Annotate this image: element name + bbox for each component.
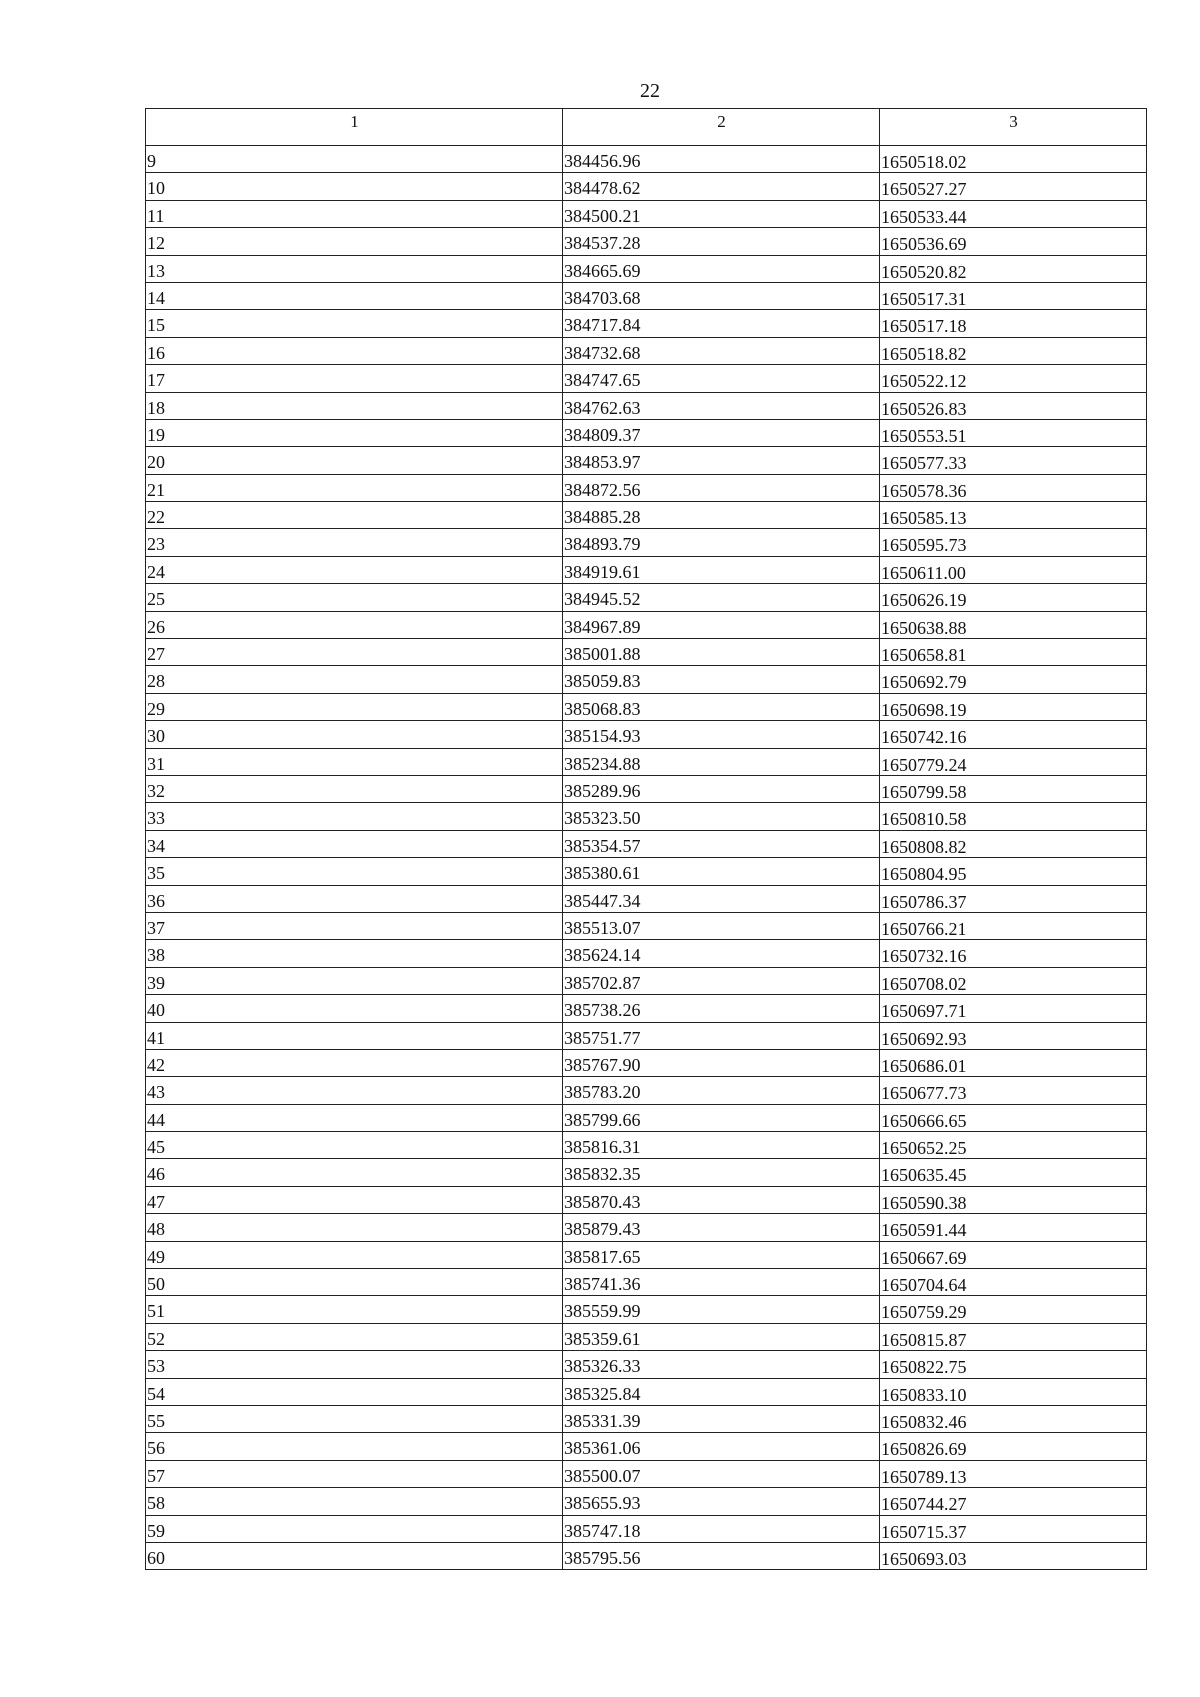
- table-row: [146, 200, 1147, 227]
- y-coordinate-cell: 1650517.31: [880, 282, 1147, 309]
- x-coordinate-cell: 385068.83: [563, 693, 880, 720]
- table-row: [146, 666, 1147, 693]
- y-coordinate-cell: 1650658.81: [880, 639, 1147, 666]
- point-number-cell: 57: [146, 1460, 563, 1487]
- x-coordinate-cell: 384456.96: [563, 146, 880, 173]
- y-coordinate-cell: 1650815.87: [880, 1323, 1147, 1350]
- point-number-cell: 10: [146, 173, 563, 200]
- x-coordinate-cell: 385154.93: [563, 721, 880, 748]
- point-number-cell: 12: [146, 228, 563, 255]
- x-coordinate-cell: 385326.33: [563, 1351, 880, 1378]
- point-number-cell: 42: [146, 1049, 563, 1076]
- point-number-cell: 45: [146, 1132, 563, 1159]
- y-coordinate-cell: 1650742.16: [880, 721, 1147, 748]
- coordinates-table: [145, 108, 1147, 1570]
- y-coordinate-cell: 1650520.82: [880, 255, 1147, 282]
- table-row: [146, 337, 1147, 364]
- x-coordinate-cell: 384665.69: [563, 255, 880, 282]
- column-header: 3: [880, 109, 1147, 146]
- point-number-cell: 38: [146, 940, 563, 967]
- x-coordinate-cell: 385361.06: [563, 1433, 880, 1460]
- column-header: 2: [563, 109, 880, 146]
- y-coordinate-cell: 1650789.13: [880, 1460, 1147, 1487]
- point-number-cell: 33: [146, 803, 563, 830]
- table-row: [146, 1022, 1147, 1049]
- table-row: [146, 1351, 1147, 1378]
- table-row: [146, 365, 1147, 392]
- y-coordinate-cell: 1650804.95: [880, 858, 1147, 885]
- point-number-cell: 23: [146, 529, 563, 556]
- point-number-cell: 14: [146, 282, 563, 309]
- table-row: [146, 830, 1147, 857]
- point-number-cell: 11: [146, 200, 563, 227]
- x-coordinate-cell: 385655.93: [563, 1488, 880, 1515]
- table-row: [146, 775, 1147, 802]
- y-coordinate-cell: 1650697.71: [880, 995, 1147, 1022]
- table-row: [146, 611, 1147, 638]
- y-coordinate-cell: 1650667.69: [880, 1241, 1147, 1268]
- table-row: [146, 255, 1147, 282]
- y-coordinate-cell: 1650577.33: [880, 447, 1147, 474]
- table-row: [146, 584, 1147, 611]
- point-number-cell: 55: [146, 1405, 563, 1432]
- point-number-cell: 60: [146, 1542, 563, 1569]
- x-coordinate-cell: 385559.99: [563, 1296, 880, 1323]
- y-coordinate-cell: 1650810.58: [880, 803, 1147, 830]
- y-coordinate-cell: 1650686.01: [880, 1049, 1147, 1076]
- x-coordinate-cell: 384703.68: [563, 282, 880, 309]
- table-row: [146, 748, 1147, 775]
- point-number-cell: 43: [146, 1077, 563, 1104]
- point-number-cell: 58: [146, 1488, 563, 1515]
- x-coordinate-cell: 385331.39: [563, 1405, 880, 1432]
- point-number-cell: 15: [146, 310, 563, 337]
- x-coordinate-cell: 384872.56: [563, 474, 880, 501]
- table-row: [146, 1159, 1147, 1186]
- y-coordinate-cell: 1650527.27: [880, 173, 1147, 200]
- table-row: [146, 1460, 1147, 1487]
- point-number-cell: 51: [146, 1296, 563, 1323]
- table-row: [146, 1433, 1147, 1460]
- point-number-cell: 30: [146, 721, 563, 748]
- y-coordinate-cell: 1650692.79: [880, 666, 1147, 693]
- y-coordinate-cell: 1650585.13: [880, 502, 1147, 529]
- point-number-cell: 37: [146, 912, 563, 939]
- x-coordinate-cell: 385323.50: [563, 803, 880, 830]
- table-row: [146, 1405, 1147, 1432]
- y-coordinate-cell: 1650693.03: [880, 1542, 1147, 1569]
- point-number-cell: 54: [146, 1378, 563, 1405]
- point-number-cell: 19: [146, 419, 563, 446]
- table-row: [146, 967, 1147, 994]
- x-coordinate-cell: 385380.61: [563, 858, 880, 885]
- x-coordinate-cell: 385747.18: [563, 1515, 880, 1542]
- y-coordinate-cell: 1650553.51: [880, 419, 1147, 446]
- y-coordinate-cell: 1650677.73: [880, 1077, 1147, 1104]
- column-header: 1: [146, 109, 563, 146]
- y-coordinate-cell: 1650533.44: [880, 200, 1147, 227]
- table-row: [146, 1488, 1147, 1515]
- point-number-cell: 47: [146, 1186, 563, 1213]
- table-row: [146, 1269, 1147, 1296]
- y-coordinate-cell: 1650590.38: [880, 1186, 1147, 1213]
- x-coordinate-cell: 384747.65: [563, 365, 880, 392]
- x-coordinate-cell: 385795.56: [563, 1542, 880, 1569]
- y-coordinate-cell: 1650522.12: [880, 365, 1147, 392]
- x-coordinate-cell: 385870.43: [563, 1186, 880, 1213]
- table-body: [146, 146, 1147, 1570]
- y-coordinate-cell: 1650759.29: [880, 1296, 1147, 1323]
- table-row: [146, 1515, 1147, 1542]
- x-coordinate-cell: 384478.62: [563, 173, 880, 200]
- y-coordinate-cell: 1650692.93: [880, 1022, 1147, 1049]
- table-row: [146, 721, 1147, 748]
- y-coordinate-cell: 1650595.73: [880, 529, 1147, 556]
- point-number-cell: 21: [146, 474, 563, 501]
- y-coordinate-cell: 1650638.88: [880, 611, 1147, 638]
- point-number-cell: 35: [146, 858, 563, 885]
- x-coordinate-cell: 384967.89: [563, 611, 880, 638]
- point-number-cell: 18: [146, 392, 563, 419]
- x-coordinate-cell: 384893.79: [563, 529, 880, 556]
- table-row: [146, 1077, 1147, 1104]
- point-number-cell: 56: [146, 1433, 563, 1460]
- x-coordinate-cell: 385289.96: [563, 775, 880, 802]
- x-coordinate-cell: 385702.87: [563, 967, 880, 994]
- y-coordinate-cell: 1650826.69: [880, 1433, 1147, 1460]
- point-number-cell: 13: [146, 255, 563, 282]
- y-coordinate-cell: 1650666.65: [880, 1104, 1147, 1131]
- x-coordinate-cell: 384853.97: [563, 447, 880, 474]
- table-row: [146, 1241, 1147, 1268]
- table-row: [146, 529, 1147, 556]
- point-number-cell: 26: [146, 611, 563, 638]
- point-number-cell: 34: [146, 830, 563, 857]
- x-coordinate-cell: 385879.43: [563, 1214, 880, 1241]
- table-row: [146, 146, 1147, 173]
- y-coordinate-cell: 1650779.24: [880, 748, 1147, 775]
- point-number-cell: 36: [146, 885, 563, 912]
- table-row: [146, 1049, 1147, 1076]
- x-coordinate-cell: 384919.61: [563, 556, 880, 583]
- table-row: [146, 858, 1147, 885]
- y-coordinate-cell: 1650578.36: [880, 474, 1147, 501]
- y-coordinate-cell: 1650518.02: [880, 146, 1147, 173]
- point-number-cell: 24: [146, 556, 563, 583]
- x-coordinate-cell: 385767.90: [563, 1049, 880, 1076]
- x-coordinate-cell: 385500.07: [563, 1460, 880, 1487]
- table-row: [146, 474, 1147, 501]
- x-coordinate-cell: 384537.28: [563, 228, 880, 255]
- table-row: [146, 447, 1147, 474]
- table-row: [146, 912, 1147, 939]
- y-coordinate-cell: 1650833.10: [880, 1378, 1147, 1405]
- table-row: [146, 639, 1147, 666]
- y-coordinate-cell: 1650652.25: [880, 1132, 1147, 1159]
- x-coordinate-cell: 384809.37: [563, 419, 880, 446]
- point-number-cell: 46: [146, 1159, 563, 1186]
- x-coordinate-cell: 385832.35: [563, 1159, 880, 1186]
- point-number-cell: 27: [146, 639, 563, 666]
- x-coordinate-cell: 385751.77: [563, 1022, 880, 1049]
- point-number-cell: 9: [146, 146, 563, 173]
- y-coordinate-cell: 1650591.44: [880, 1214, 1147, 1241]
- y-coordinate-cell: 1650786.37: [880, 885, 1147, 912]
- x-coordinate-cell: 384732.68: [563, 337, 880, 364]
- point-number-cell: 32: [146, 775, 563, 802]
- y-coordinate-cell: 1650708.02: [880, 967, 1147, 994]
- table-row: [146, 502, 1147, 529]
- x-coordinate-cell: 385513.07: [563, 912, 880, 939]
- table-row: [146, 282, 1147, 309]
- x-coordinate-cell: 385624.14: [563, 940, 880, 967]
- x-coordinate-cell: 385741.36: [563, 1269, 880, 1296]
- point-number-cell: 25: [146, 584, 563, 611]
- table-row: [146, 173, 1147, 200]
- point-number-cell: 44: [146, 1104, 563, 1131]
- y-coordinate-cell: 1650704.64: [880, 1269, 1147, 1296]
- point-number-cell: 31: [146, 748, 563, 775]
- point-number-cell: 28: [146, 666, 563, 693]
- y-coordinate-cell: 1650635.45: [880, 1159, 1147, 1186]
- x-coordinate-cell: 384500.21: [563, 200, 880, 227]
- y-coordinate-cell: 1650744.27: [880, 1488, 1147, 1515]
- x-coordinate-cell: 385354.57: [563, 830, 880, 857]
- x-coordinate-cell: 385816.31: [563, 1132, 880, 1159]
- table-row: [146, 1186, 1147, 1213]
- table-row: [146, 995, 1147, 1022]
- point-number-cell: 59: [146, 1515, 563, 1542]
- x-coordinate-cell: 384945.52: [563, 584, 880, 611]
- y-coordinate-cell: 1650536.69: [880, 228, 1147, 255]
- page-number: 22: [640, 80, 660, 102]
- y-coordinate-cell: 1650766.21: [880, 912, 1147, 939]
- table-row: [146, 1296, 1147, 1323]
- table-row: [146, 1132, 1147, 1159]
- y-coordinate-cell: 1650698.19: [880, 693, 1147, 720]
- y-coordinate-cell: 1650715.37: [880, 1515, 1147, 1542]
- point-number-cell: 48: [146, 1214, 563, 1241]
- point-number-cell: 39: [146, 967, 563, 994]
- x-coordinate-cell: 384885.28: [563, 502, 880, 529]
- point-number-cell: 49: [146, 1241, 563, 1268]
- y-coordinate-cell: 1650799.58: [880, 775, 1147, 802]
- y-coordinate-cell: 1650611.00: [880, 556, 1147, 583]
- y-coordinate-cell: 1650808.82: [880, 830, 1147, 857]
- x-coordinate-cell: 385001.88: [563, 639, 880, 666]
- y-coordinate-cell: 1650822.75: [880, 1351, 1147, 1378]
- table-row: [146, 1214, 1147, 1241]
- point-number-cell: 41: [146, 1022, 563, 1049]
- x-coordinate-cell: 385783.20: [563, 1077, 880, 1104]
- point-number-cell: 52: [146, 1323, 563, 1350]
- y-coordinate-cell: 1650518.82: [880, 337, 1147, 364]
- x-coordinate-cell: 385738.26: [563, 995, 880, 1022]
- table-row: [146, 228, 1147, 255]
- table-row: [146, 419, 1147, 446]
- point-number-cell: 17: [146, 365, 563, 392]
- table-row: [146, 803, 1147, 830]
- point-number-cell: 50: [146, 1269, 563, 1296]
- table-row: [146, 392, 1147, 419]
- y-coordinate-cell: 1650517.18: [880, 310, 1147, 337]
- x-coordinate-cell: 384762.63: [563, 392, 880, 419]
- x-coordinate-cell: 385799.66: [563, 1104, 880, 1131]
- point-number-cell: 22: [146, 502, 563, 529]
- x-coordinate-cell: 385447.34: [563, 885, 880, 912]
- table-row: [146, 940, 1147, 967]
- point-number-cell: 53: [146, 1351, 563, 1378]
- point-number-cell: 16: [146, 337, 563, 364]
- table-row: [146, 1104, 1147, 1131]
- table-row: [146, 1378, 1147, 1405]
- y-coordinate-cell: 1650626.19: [880, 584, 1147, 611]
- y-coordinate-cell: 1650832.46: [880, 1405, 1147, 1432]
- table-row: [146, 556, 1147, 583]
- x-coordinate-cell: 384717.84: [563, 310, 880, 337]
- point-number-cell: 29: [146, 693, 563, 720]
- table-header-row: [146, 109, 1147, 146]
- table-row: [146, 1542, 1147, 1569]
- x-coordinate-cell: 385817.65: [563, 1241, 880, 1268]
- table-row: [146, 310, 1147, 337]
- point-number-cell: 20: [146, 447, 563, 474]
- table-row: [146, 1323, 1147, 1350]
- table-row: [146, 693, 1147, 720]
- y-coordinate-cell: 1650732.16: [880, 940, 1147, 967]
- y-coordinate-cell: 1650526.83: [880, 392, 1147, 419]
- table-row: [146, 885, 1147, 912]
- x-coordinate-cell: 385059.83: [563, 666, 880, 693]
- x-coordinate-cell: 385325.84: [563, 1378, 880, 1405]
- x-coordinate-cell: 385234.88: [563, 748, 880, 775]
- x-coordinate-cell: 385359.61: [563, 1323, 880, 1350]
- point-number-cell: 40: [146, 995, 563, 1022]
